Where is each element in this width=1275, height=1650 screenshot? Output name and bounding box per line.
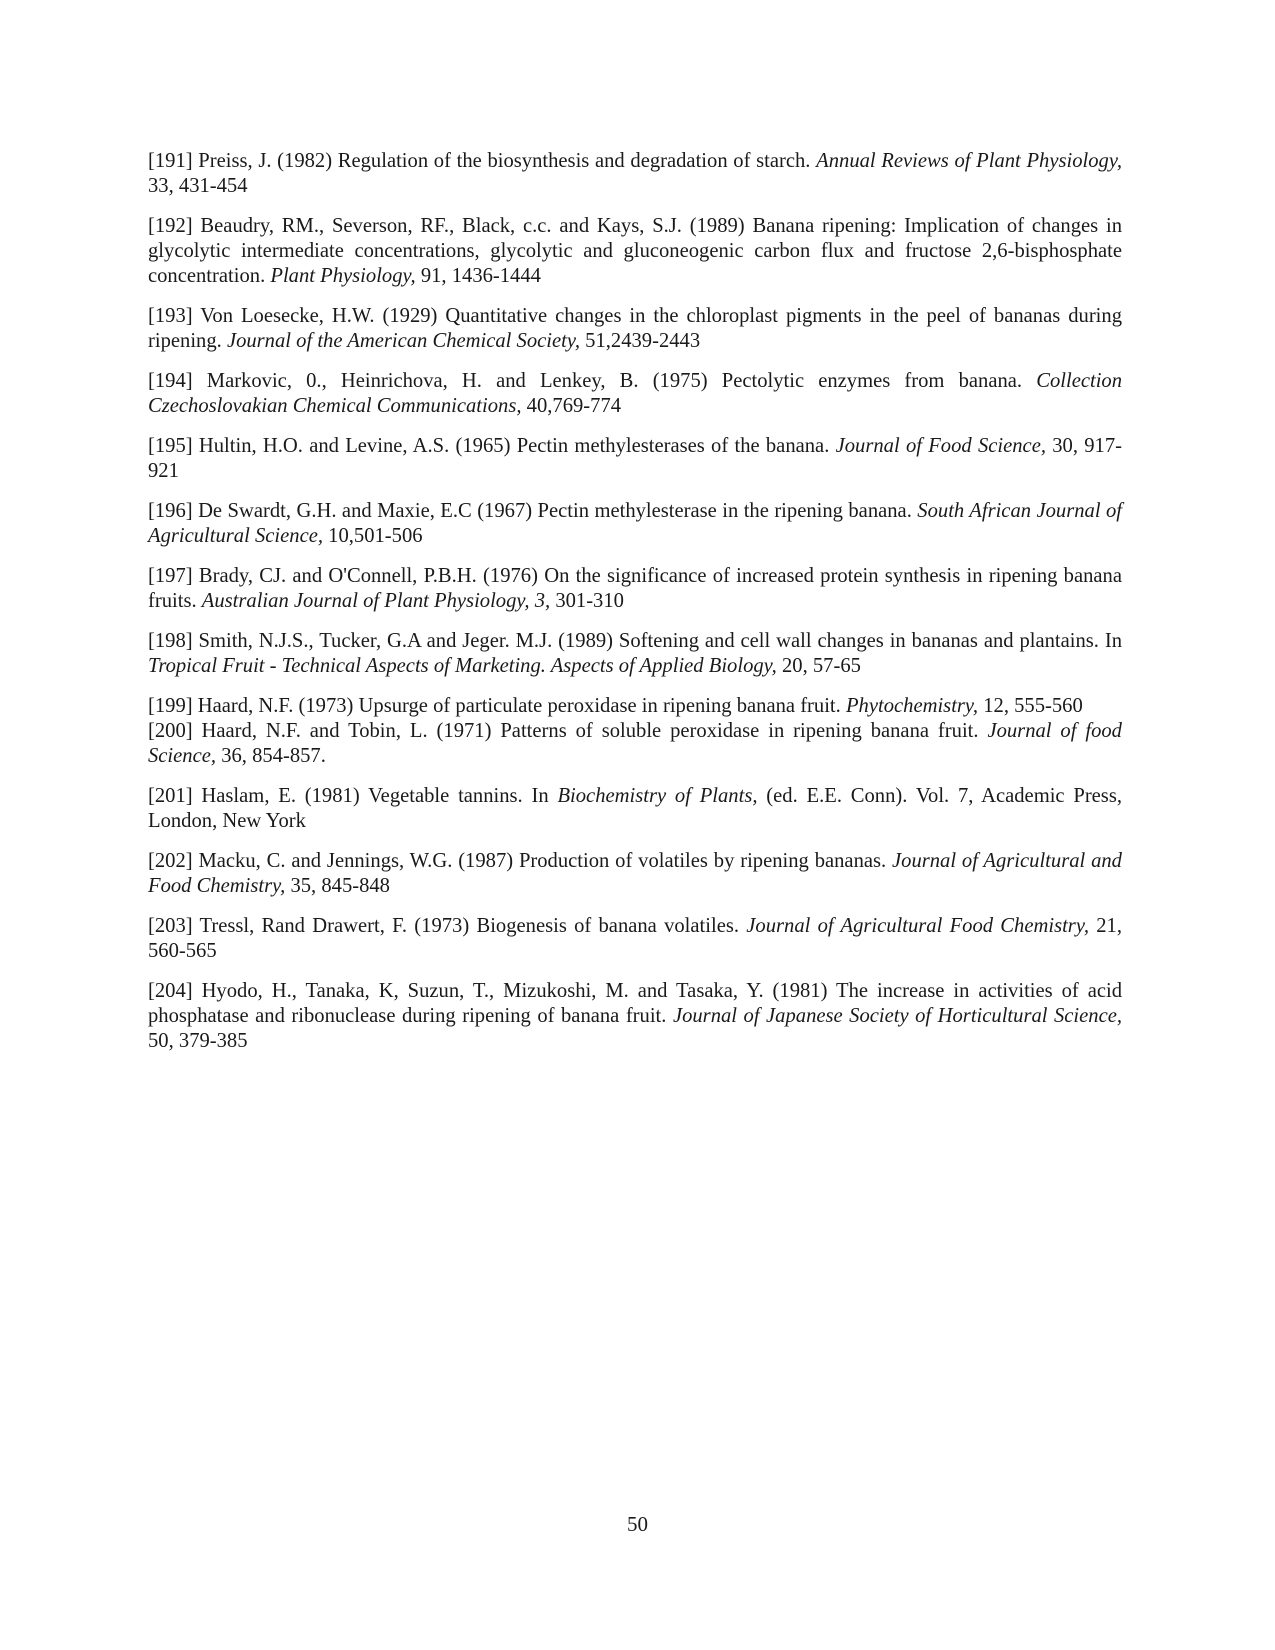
reference-item	[148, 784, 1122, 834]
reference-list	[148, 149, 1122, 1069]
reference-pages: 20, 57-65	[781, 655, 861, 677]
reference-pages: 301-310	[555, 590, 624, 612]
reference-journal: Australian Journal of Plant Physiology, 3,	[201, 590, 551, 612]
reference-number: [199]	[148, 695, 193, 717]
reference-number: [198]	[148, 630, 193, 652]
reference-text: Tressl, Rand Drawert, F. (1973) Biogenesis of banana volatiles.	[199, 915, 740, 937]
reference-text: Haard, N.F. (1973) Upsurge of particulate peroxidase in ripening banana fruit.	[197, 695, 841, 717]
reference-number: [195]	[148, 435, 193, 457]
reference-item	[148, 979, 1122, 1054]
reference-journal: Journal of Agricultural Food Chemistry,	[746, 915, 1089, 937]
reference-item	[148, 434, 1122, 484]
reference-text: Haard, N.F. and Tobin, L. (1971) Patterns of soluble peroxidase in ripening banana fruit.	[201, 720, 979, 742]
reference-item	[148, 914, 1122, 964]
reference-item	[148, 719, 1122, 769]
reference-text: Hultin, H.O. and Levine, A.S. (1965) Pectin methylesterases of the banana.	[198, 435, 830, 457]
reference-item	[148, 304, 1122, 354]
reference-number: [202]	[148, 850, 193, 872]
reference-pages: 21, 560-565	[148, 915, 1122, 962]
reference-number: [203]	[148, 915, 193, 937]
reference-number: [192]	[148, 215, 193, 237]
reference-number: [191]	[148, 150, 193, 172]
reference-item	[148, 694, 1122, 719]
reference-number: [201]	[148, 785, 193, 807]
reference-text: Hyodo, H., Tanaka, K, Suzun, T., Mizukoshi, M. and Tasaka, Y. (1981) The increase in activities of acid phosphatase and ribonuclease during ripening of banana fruit.	[148, 980, 1123, 1027]
reference-journal: Journal of the American Chemical Society,	[226, 330, 581, 352]
reference-text: De Swardt, G.H. and Maxie, E.C (1967) Pectin methylesterase in the ripening banana.	[198, 500, 912, 522]
reference-pages: 30, 917-921	[148, 435, 1122, 482]
reference-journal: Phytochemistry,	[845, 695, 979, 717]
reference-pages: 10,501-506	[328, 525, 423, 547]
reference-text: Haslam, E. (1981) Vegetable tannins. In	[201, 785, 549, 807]
reference-text: Von Loesecke, H.W. (1929) Quantitative changes in the chloroplast pigments in the peel of bananas during ripening.	[148, 305, 1122, 352]
reference-journal: Journal of Agricultural and Food Chemistry,	[148, 850, 1122, 897]
reference-journal: Tropical Fruit - Technical Aspects of Marketing. Aspects of Applied Biology,	[148, 655, 777, 677]
reference-journal: Biochemistry of Plants,	[557, 785, 758, 807]
reference-journal: South African Journal of Agricultural Science,	[148, 500, 1123, 547]
reference-item	[148, 369, 1122, 419]
reference-number: [197]	[148, 565, 193, 587]
reference-item	[148, 629, 1122, 679]
reference-pages: 50, 379-385	[148, 1030, 248, 1052]
reference-pages: 12, 555-560	[983, 695, 1083, 717]
reference-item	[148, 149, 1122, 199]
reference-journal: Collection Czechoslovakian Chemical Communications,	[148, 370, 1123, 417]
page-number: 50	[627, 1512, 648, 1536]
reference-item	[148, 214, 1122, 289]
reference-journal: Journal of food Science,	[148, 720, 1122, 767]
reference-number: [200]	[148, 720, 193, 742]
reference-number: [193]	[148, 305, 193, 327]
reference-journal: Journal of Food Science,	[835, 435, 1046, 457]
reference-pages: 51,2439-2443	[585, 330, 701, 352]
reference-pages: 91, 1436-1444	[420, 265, 541, 287]
reference-text: Brady, CJ. and O'Connell, P.B.H. (1976) On the significance of increased protein synthesis in ripening banana fruits.	[148, 565, 1122, 612]
reference-number: [204]	[148, 980, 193, 1002]
reference-journal: Annual Reviews of Plant Physiology,	[816, 150, 1122, 172]
reference-number: [194]	[148, 370, 193, 392]
reference-item	[148, 564, 1122, 614]
reference-text: Beaudry, RM., Severson, RF., Black, c.c. and Kays, S.J. (1989) Banana ripening: Implication of changes in glycolytic intermediate concentrations, glycolytic and gluconeogenic carbon flux and fructose 2,6-bisphosphate concentration.	[148, 215, 1122, 287]
reference-pages: (ed. E.E. Conn). Vol. 7, Academic Press, London, New York	[148, 785, 1122, 832]
reference-pages: 33, 431-454	[148, 175, 248, 197]
reference-item	[148, 849, 1122, 899]
reference-text: Markovic, 0., Heinrichova, H. and Lenkey, B. (1975) Pectolytic enzymes from banana.	[206, 370, 1023, 392]
reference-journal: Journal of Japanese Society of Horticultural Science,	[672, 1005, 1123, 1027]
reference-pages: 36, 854-857.	[221, 745, 326, 767]
reference-text: Smith, N.J.S., Tucker, G.A and Jeger. M.J. (1989) Softening and cell wall changes in bananas and plantains. In	[198, 630, 1122, 652]
reference-pages: 40,769-774	[526, 395, 622, 417]
reference-item	[148, 499, 1122, 549]
reference-text: Preiss, J. (1982) Regulation of the biosynthesis and degradation of starch.	[198, 150, 811, 172]
reference-journal: Plant Physiology,	[270, 265, 416, 287]
reference-pages: 35, 845-848	[290, 875, 390, 897]
reference-text: Macku, C. and Jennings, W.G. (1987) Production of volatiles by ripening bananas.	[198, 850, 887, 872]
reference-number: [196]	[148, 500, 193, 522]
